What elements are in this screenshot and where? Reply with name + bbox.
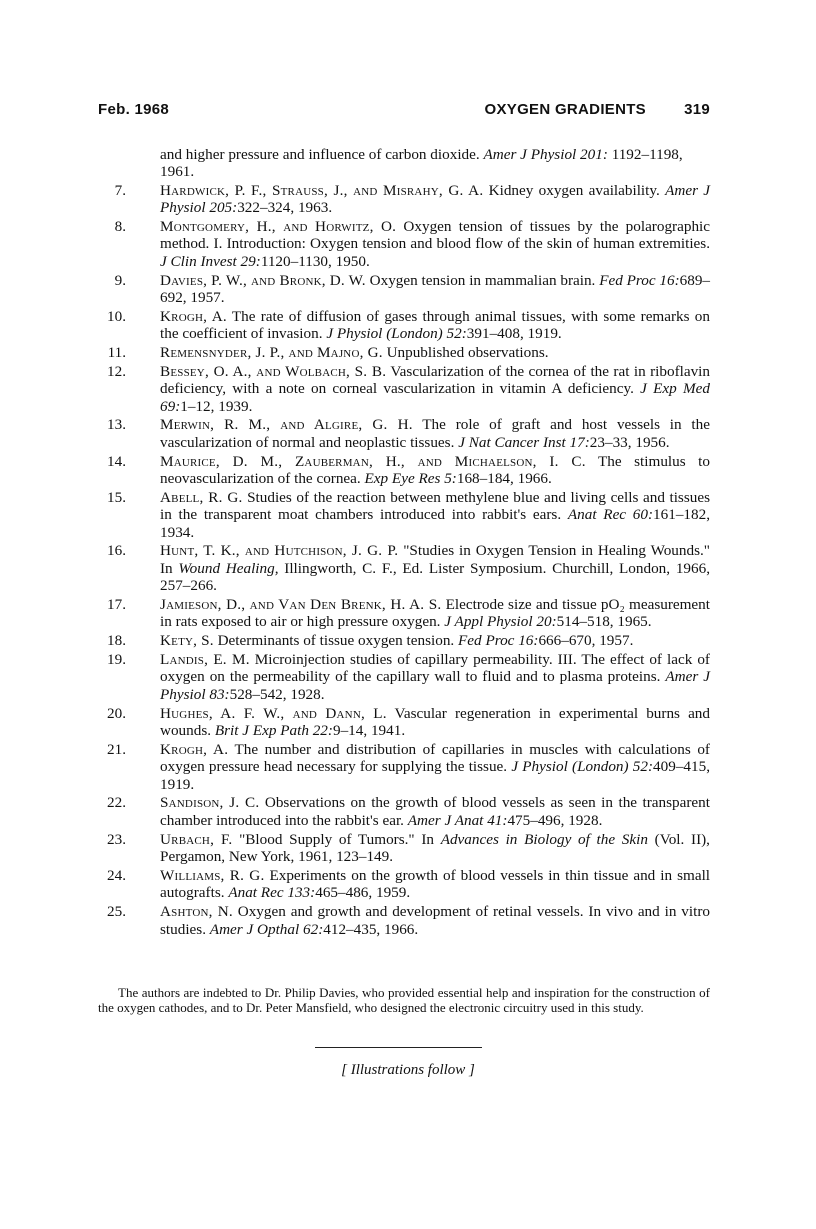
reference-list xyxy=(98,146,710,939)
reference-citation: 1120–1130, 1950. xyxy=(260,252,370,270)
reference-number: 15. xyxy=(107,488,126,506)
acknowledgment: The authors are indebted to Dr. Philip Davies, who provided essential help and inspiration for the construction of the oxygen cathodes, and to Dr. Peter Mansfield, who designed the electronic circuitry used in this study. xyxy=(98,985,710,1015)
reference-journal: Anat Rec 60: xyxy=(567,506,654,524)
reference-authors: Sandison, J. C. xyxy=(160,794,260,812)
reference-number: 17. xyxy=(107,596,126,614)
reference-authors: Krogh, A. xyxy=(160,740,229,758)
reference-item xyxy=(98,903,710,938)
reference-continuation xyxy=(98,146,710,181)
reference-title: Observations on the growth of blood vessels as seen in the transparent chamber introduced into the rabbit's ear. xyxy=(160,794,710,829)
reference-title: Vascular regeneration in experimental burns and wounds. xyxy=(160,704,710,740)
reference-item xyxy=(98,867,710,902)
reference-number: 9. xyxy=(114,271,126,289)
reference-number: 12. xyxy=(107,362,126,380)
reference-citation: (Vol. II), Pergamon, New York, 1961, 123–149. xyxy=(160,830,710,866)
reference-citation: 528–542, 1928. xyxy=(229,685,325,703)
reference-journal: J Clin Invest 29: xyxy=(160,252,261,270)
reference-journal: Advances in Biology of the Skin xyxy=(440,830,648,848)
reference-journal: Amer J Physiol 205: xyxy=(160,181,711,217)
reference-authors: Hardwick, P. F., Strauss, J., and Misrahy, G. A. xyxy=(160,181,484,199)
reference-journal: Brit J Exp Path 22: xyxy=(214,722,333,740)
reference-citation: 9–14, 1941. xyxy=(332,722,406,740)
reference-number: 19. xyxy=(107,651,126,669)
reference-citation: 23–33, 1956. xyxy=(589,433,670,451)
running-title: OXYGEN GRADIENTS xyxy=(484,101,646,118)
reference-citation: 666–670, 1957. xyxy=(538,632,634,650)
reference-title: Electrode size and tissue pO₂ measurement in rats exposed to air or high pressure oxygen. xyxy=(160,596,710,631)
reference-item xyxy=(98,344,710,361)
reference-authors: Hunt, T. K., and Hutchison, J. G. P. xyxy=(160,542,399,560)
reference-title: Oxygen tension in mammalian brain. xyxy=(365,271,600,289)
reference-item xyxy=(98,632,710,649)
reference-item xyxy=(98,489,710,541)
reference-title: Determinants of tissue oxygen tension. xyxy=(213,632,459,650)
reference-title: The stimulus to neovascularization of the cornea. xyxy=(160,452,710,488)
reference-number: 16. xyxy=(107,542,126,560)
reference-citation: 391–408, 1919. xyxy=(466,325,562,343)
reference-journal: Exp Eye Res 5: xyxy=(364,470,457,488)
reference-title: "Blood Supply of Tumors." In xyxy=(232,830,441,848)
reference-authors: Maurice, D. M., Zauberman, H., and Michaelson, I. C. xyxy=(160,452,586,470)
reference-citation: 465–486, 1959. xyxy=(315,884,411,902)
reference-authors: Williams, R. G. xyxy=(160,866,265,884)
reference-journal: Amer J Opthal 62: xyxy=(209,920,324,938)
page-number: 319 xyxy=(684,101,710,118)
reference-number: 25. xyxy=(107,903,126,921)
reference-citation: 161–182, 1934. xyxy=(160,506,710,541)
reference-number: 8. xyxy=(114,218,126,236)
reference-item xyxy=(98,741,710,793)
reference-number: 20. xyxy=(107,704,126,722)
reference-title: "Studies in Oxygen Tension in Healing Wounds." In xyxy=(160,542,710,577)
reference-number: 21. xyxy=(107,740,126,758)
reference-item xyxy=(98,651,710,703)
reference-title: Studies of the reaction between methylene blue and living cells and tissues in the transparent moat chambers introduced into rabbit's ears. xyxy=(160,488,710,524)
reference-title: Microinjection studies of capillary permeability. III. The effect of lack of oxygen on the permeability of the capillary wall to fluid and to plasma proteins. xyxy=(160,651,710,686)
reference-journal: Fed Proc 16: xyxy=(599,271,680,289)
reference-citation: 475–496, 1928. xyxy=(507,811,603,829)
reference-authors: Merwin, R. M., and Algire, G. H. xyxy=(160,416,413,434)
reference-citation: 322–324, 1963. xyxy=(237,199,333,217)
reference-journal: Amer J Physiol 83: xyxy=(160,668,711,703)
reference-authors: Bessey, O. A., and Wolbach, S. B. xyxy=(160,362,387,380)
reference-title: Experiments on the growth of blood vessels in thin tissue and in small autografts. xyxy=(160,866,711,902)
divider-rule xyxy=(315,1047,482,1048)
reference-title: The role of graft and host vessels in the vascularization of normal and neoplastic tissues. xyxy=(160,416,710,451)
reference-journal: J Nat Cancer Inst 17: xyxy=(458,433,590,451)
reference-title: The number and distribution of capillaries in muscles with calculations of oxygen pressure head necessary for supplying the tissue. xyxy=(160,740,710,776)
reference-citation: 168–184, 1966. xyxy=(456,470,552,488)
reference-authors: Abell, R. G. xyxy=(160,488,243,506)
reference-item xyxy=(98,596,710,631)
reference-citation: 409–415, 1919. xyxy=(160,758,710,793)
reference-title: Kidney oxygen availability. xyxy=(483,181,666,199)
reference-citation: 412–435, 1966. xyxy=(323,920,419,938)
continuation-text: and higher pressure and influence of carbon dioxide. xyxy=(160,146,484,163)
continuation-journal: Amer J Physiol 201: xyxy=(483,146,608,163)
reference-authors: Davies, P. W., and Bronk, D. W. xyxy=(160,271,366,289)
reference-number: 23. xyxy=(107,830,126,848)
reference-title: Oxygen and growth and development of retinal vessels. In vivo and in vitro studies. xyxy=(160,903,710,938)
running-header xyxy=(98,101,710,125)
reference-authors: Ashton, N. xyxy=(160,903,233,921)
reference-item xyxy=(98,542,710,594)
reference-journal: J Physiol (London) 52: xyxy=(511,758,654,776)
reference-number: 13. xyxy=(107,416,126,434)
reference-title: Oxygen tension of tissues by the polarographic method. I. Introduction: Oxygen tension and blood flow of the skin of human extremities. xyxy=(160,218,711,253)
reference-title: Vascularization of the cornea of the rat in riboflavin deficiency, with a note on corneal vascularization in vitamin A deficiency. xyxy=(160,362,710,398)
reference-authors: Landis, E. M. xyxy=(160,651,250,669)
reference-title: Unpublished observations. xyxy=(382,344,549,362)
reference-authors: Hughes, A. F. W., and Dann, L. xyxy=(160,704,387,722)
reference-item xyxy=(98,272,710,307)
reference-citation: 514–518, 1965. xyxy=(556,613,652,631)
reference-number: 18. xyxy=(107,632,126,650)
reference-citation: 689–692, 1957. xyxy=(160,271,711,307)
reference-item xyxy=(98,453,710,488)
reference-journal: J Appl Physiol 20: xyxy=(444,613,557,631)
reference-journal: Amer J Anat 41: xyxy=(407,811,508,829)
reference-authors: Jamieson, D., and Van Den Brenk, H. A. S. xyxy=(160,596,442,614)
issue-date: Feb. 1968 xyxy=(98,101,170,118)
reference-item xyxy=(98,363,710,415)
reference-authors: Remensnyder, J. P., and Majno, G. xyxy=(160,344,383,362)
reference-entries xyxy=(98,182,710,938)
reference-citation: 1–12, 1939. xyxy=(180,397,253,415)
reference-number: 10. xyxy=(107,307,126,325)
reference-journal: J Physiol (London) 52: xyxy=(326,325,467,343)
reference-item xyxy=(98,705,710,740)
reference-authors: Kety, S. xyxy=(160,632,214,650)
continuation-citation: 1192–1198, 1961. xyxy=(160,146,683,181)
reference-authors: Urbach, F. xyxy=(160,830,233,848)
reference-item xyxy=(98,416,710,451)
reference-journal: Fed Proc 16: xyxy=(458,632,539,650)
reference-item xyxy=(98,831,710,866)
reference-number: 22. xyxy=(107,794,126,812)
reference-journal: Anat Rec 133: xyxy=(228,884,316,902)
reference-item xyxy=(98,794,710,829)
reference-number: 11. xyxy=(107,344,126,362)
reference-journal: Wound Healing, xyxy=(178,559,279,577)
reference-title: The rate of diffusion of gases through animal tissues, with some remarks on the coefficient of invasion. xyxy=(160,307,710,343)
reference-citation: Illingworth, C. F., Ed. Lister Symposium. Churchill, London, 1966, 257–266. xyxy=(160,559,710,595)
reference-authors: Montgomery, H., and Horwitz, O. xyxy=(160,218,397,236)
reference-item xyxy=(98,182,710,217)
illustrations-follow-note xyxy=(0,1062,816,1079)
reference-authors: Krogh, A. xyxy=(160,307,227,325)
reference-journal: J Exp Med 69: xyxy=(160,380,710,415)
reference-item xyxy=(98,308,710,343)
illustrations-follow-text: [ Illustrations follow ] xyxy=(341,1062,475,1078)
reference-number: 7. xyxy=(114,181,126,199)
reference-item xyxy=(98,218,710,270)
reference-number: 14. xyxy=(107,452,126,470)
reference-number: 24. xyxy=(107,866,126,884)
